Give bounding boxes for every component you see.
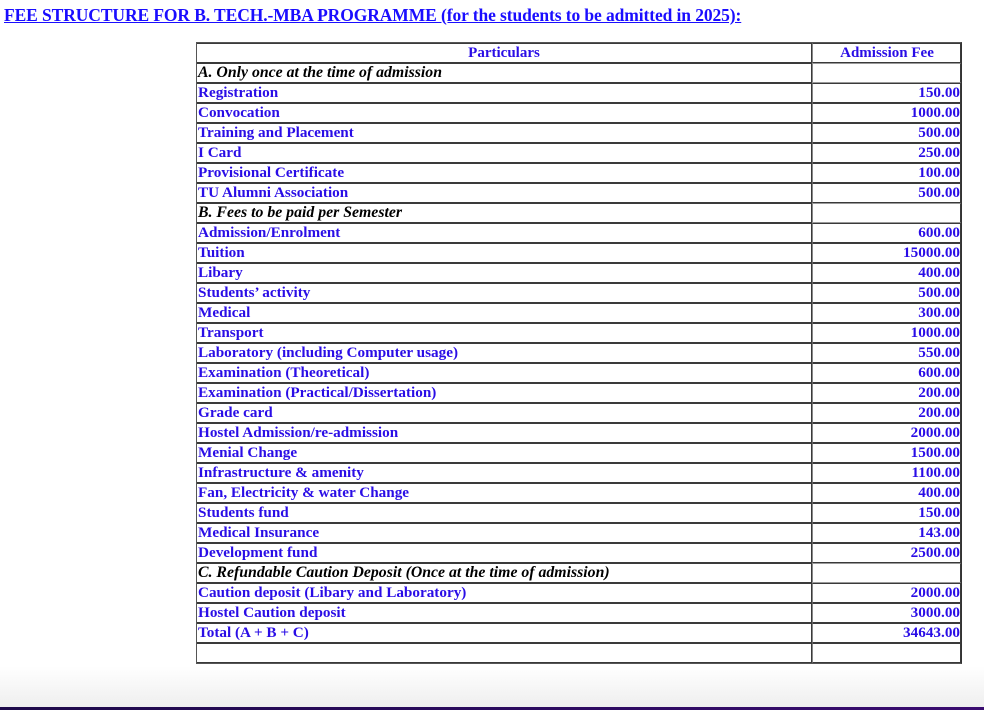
fee-amount: 600.00 [812,223,961,243]
table-row [197,483,961,503]
particular-label: I Card [197,143,812,163]
bottom-fade-overlay [0,666,984,707]
fee-amount: 250.00 [812,143,961,163]
particular-label: Hostel Admission/re-admission [197,423,812,443]
fee-amount: 150.00 [812,503,961,523]
column-header-particulars: Particulars [197,43,812,63]
table-row [197,143,961,163]
fee-amount: 550.00 [812,343,961,363]
fee-amount: 34643.00 [812,623,961,643]
table-row [197,323,961,343]
particular-label: Transport [197,323,812,343]
fee-amount: 1100.00 [812,463,961,483]
table-row [197,583,961,603]
table-row [197,523,961,543]
fee-amount: 1000.00 [812,323,961,343]
table-row [197,503,961,523]
table-row [197,383,961,403]
column-header-admission-fee: Admission Fee [812,43,961,63]
table-row [197,223,961,243]
particular-label: Laboratory (including Computer usage) [197,343,812,363]
particular-label: Provisional Certificate [197,163,812,183]
table-header-row [197,43,961,63]
table-row [197,83,961,103]
particular-label: Infrastructure & amenity [197,463,812,483]
section-label: C. Refundable Caution Deposit (Once at the time of admission) [197,563,812,583]
particular-label: Grade card [197,403,812,423]
table-row [197,543,961,563]
fee-amount: 2000.00 [812,423,961,443]
table-row [197,463,961,483]
table-row [197,643,961,663]
fee-amount: 2500.00 [812,543,961,563]
table-row [197,363,961,383]
section-label: B. Fees to be paid per Semester [197,203,812,223]
fee-amount [812,643,961,663]
table-row [197,603,961,623]
particular-label: Caution deposit (Libary and Laboratory) [197,583,812,603]
table-row [197,123,961,143]
fee-amount: 500.00 [812,183,961,203]
section-header-row [197,563,961,583]
section-label: A. Only once at the time of admission [197,63,812,83]
fee-amount: 300.00 [812,303,961,323]
particular-label: TU Alumni Association [197,183,812,203]
fee-amount: 200.00 [812,403,961,423]
particular-label: Convocation [197,103,812,123]
particular-label: Examination (Practical/Dissertation) [197,383,812,403]
fee-amount: 150.00 [812,83,961,103]
particular-label: Admission/Enrolment [197,223,812,243]
particular-label: Medical Insurance [197,523,812,543]
fee-amount [812,203,961,223]
fee-structure-table [196,42,962,664]
table-row [197,303,961,323]
section-header-row [197,203,961,223]
particular-label [197,643,812,663]
table-row [197,443,961,463]
fee-amount [812,563,961,583]
particular-label: Fan, Electricity & water Change [197,483,812,503]
particular-label: Registration [197,83,812,103]
table-row [197,283,961,303]
table-row [197,243,961,263]
fee-amount: 15000.00 [812,243,961,263]
table-row [197,163,961,183]
fee-amount: 600.00 [812,363,961,383]
fee-amount: 100.00 [812,163,961,183]
particular-label: Development fund [197,543,812,563]
particular-label: Medical [197,303,812,323]
particular-label: Students fund [197,503,812,523]
fee-amount: 3000.00 [812,603,961,623]
fee-amount: 400.00 [812,483,961,503]
particular-label: Examination (Theoretical) [197,363,812,383]
particular-label: Total (A + B + C) [197,623,812,643]
fee-amount: 400.00 [812,263,961,283]
fee-amount: 143.00 [812,523,961,543]
table-row [197,343,961,363]
particular-label: Menial Change [197,443,812,463]
particular-label: Hostel Caution deposit [197,603,812,623]
particular-label: Libary [197,263,812,283]
particular-label: Students’ activity [197,283,812,303]
particular-label: Tuition [197,243,812,263]
fee-amount: 500.00 [812,123,961,143]
fee-amount: 1000.00 [812,103,961,123]
table-row [197,183,961,203]
section-header-row [197,63,961,83]
table-row [197,263,961,283]
total-row [197,623,961,643]
table-row [197,103,961,123]
fee-amount: 200.00 [812,383,961,403]
fee-amount: 500.00 [812,283,961,303]
table-row [197,403,961,423]
particular-label: Training and Placement [197,123,812,143]
fee-amount [812,63,961,83]
fee-amount: 2000.00 [812,583,961,603]
page-title-link[interactable]: FEE STRUCTURE FOR B. TECH.-MBA PROGRAMME (for the students to be admitted in 2025): [4,5,742,25]
fee-amount: 1500.00 [812,443,961,463]
table-row [197,423,961,443]
